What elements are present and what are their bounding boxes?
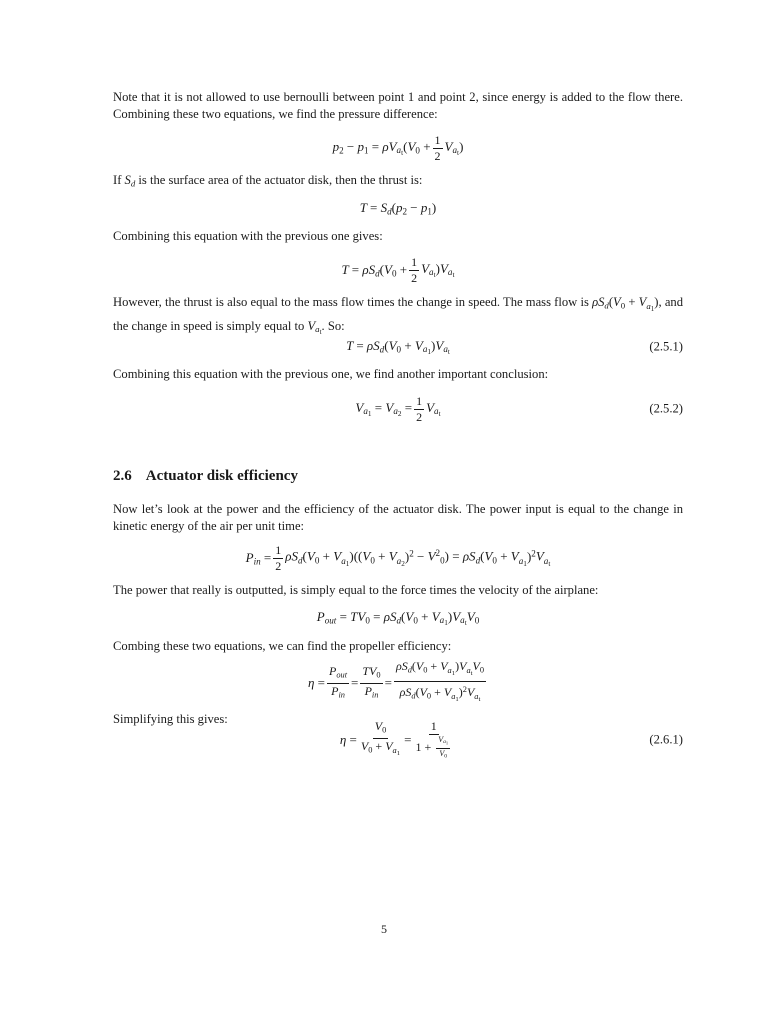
section-number: 2.6 [113,468,132,484]
equation-2-5-2: $V_{a_1} = V_{a_2}$ = $\frac{1}{2}$ $V_{a_t}$ (2.5.2) [355,393,683,424]
paragraph-simplifying: Simplifying this gives: [113,712,228,726]
equation-number: (2.6.1) [649,732,683,747]
equation-number: (2.5.2) [649,401,683,416]
page-number: 5 [381,922,387,936]
fraction-tv0-pin: $\frac{TV_0}{P_{in}}$ [362,663,381,700]
equation-thrust-combined: $T = \rho S_d(V_0$ + $\frac{1}{2}$ $V_{a_t})V_{a_t}$ [341,254,455,285]
paragraph-surface-area: If $S_d$ is the surface area of the actuator disk, then the thrust is: [113,173,423,189]
fraction-pout-pin: $\frac{P_{out}}{P_{in}}$ [329,663,348,700]
paragraph-combining-1: Combining this equation with the previous one gives: [113,229,383,243]
equation-efficiency-derivation: η = $\frac{P_{out}}{P_{in}}$ = $\frac{TV_0}{P_{in}}$ = $\frac{\rho S_d(V_0 + V_{a_1})V_{a_t}V_0}{\rho S_d(V_0 + V_{a_1})^2V_{a_t}}$ [113,663,683,703]
paragraph-power-output: The power that really is outputted, is simply equal to the force times the velocity of the airplane: [113,583,599,597]
fraction-power-ratio: $\frac{\rho S_d(V_0 + V_{a_1})V_{a_t}V_0}{\rho S_d(V_0 + V_{a_1})^2V_{a_t}}$ [395,659,485,703]
equation-number: (2.5.1) [649,339,683,354]
fraction-v0-over-sum: $\frac{V_0}{V_0 + V_{a_1}}$ [360,719,401,757]
paragraph-bernoulli-note: Note that it is not allowed to use bernoulli between point 1 and point 2, since energy is added to the flow there. Combining these two equations, we find the pressure difference: [113,90,683,121]
section-heading [113,468,298,485]
paragraph-combing: Combing these two equations, we can find the propeller efficiency: [113,639,452,653]
paragraph-text: , and the change in speed is simply equal to [113,295,684,333]
equation-thrust-area: $T = S_d(p_2 - p_1)$ [359,199,437,217]
equation-power-in: $P_{in}$ = $\frac{1}{2}$ $\rho S_d(V_0 + V_{a_1})((V_0 + V_{a_2})^2 - V^2_0) = \rho S_d(V_0 + V_{a_1})^2V_{a_t}$ [245,542,551,573]
paragraph-text: If [113,173,125,187]
fraction-one-half: $\frac{1}{2}$ [275,542,282,573]
paragraph-power-input: Now let’s look at the power and the efficiency of the actuator disk. The power input is equal to the change in kinetic energy of the air per unit time: [113,502,683,533]
section-title: Actuator disk efficiency [145,468,298,484]
fraction-va1-over-v0: $\frac{V_{a_1}}{V_0}$ [438,734,449,760]
paragraph-text: is the surface area of the actuator disk, then the thrust is: [135,173,423,187]
fraction-one-over-ratio: 1 1 + $\frac{V_{a_1}}{V_0}$ [415,718,449,760]
paragraph-text: . So: [321,318,345,333]
fraction-one-half: $\frac{1}{2}$ [416,393,423,424]
equation-power-out: $P_{out} = TV_0 = \rho S_d(V_0 + V_{a_1})V_{a_t}V_0$ [316,608,480,628]
equation-pressure-difference: $p_2 - p_1 = \rho V_{a_t}(V_0$ + $\frac{1}{2}$ $V_{a_t}$) [332,132,464,163]
paragraph-combining-2: Combining this equation with the previous one, we find another important conclusion: [113,367,549,381]
fraction-one-half: $\frac{1}{2}$ [434,132,441,163]
paragraph-text: However, the thrust is also equal to the mass flow times the change in speed. The mass flow is [113,295,593,309]
paragraph-mass-flow: However, the thrust is also equal to the mass flow times the change in speed. The mass flow is $\rho S_d(V_0 + V_{a_1})$, and the change in speed is simply equal to $V_{a_t}$. So: [113,295,684,337]
fraction-one-half: $\frac{1}{2}$ [411,254,418,285]
equation-2-6-1: η = $\frac{V_0}{V_0 + V_{a_1}}$ = 1 1 + $\frac{V_{a_1}}{V_0}$ (2.6.1) [339,718,683,760]
equation-2-5-1: $T = \rho S_d(V_0 + V_{a_1})V_{a_t}$ (2.5.1) [346,337,683,357]
